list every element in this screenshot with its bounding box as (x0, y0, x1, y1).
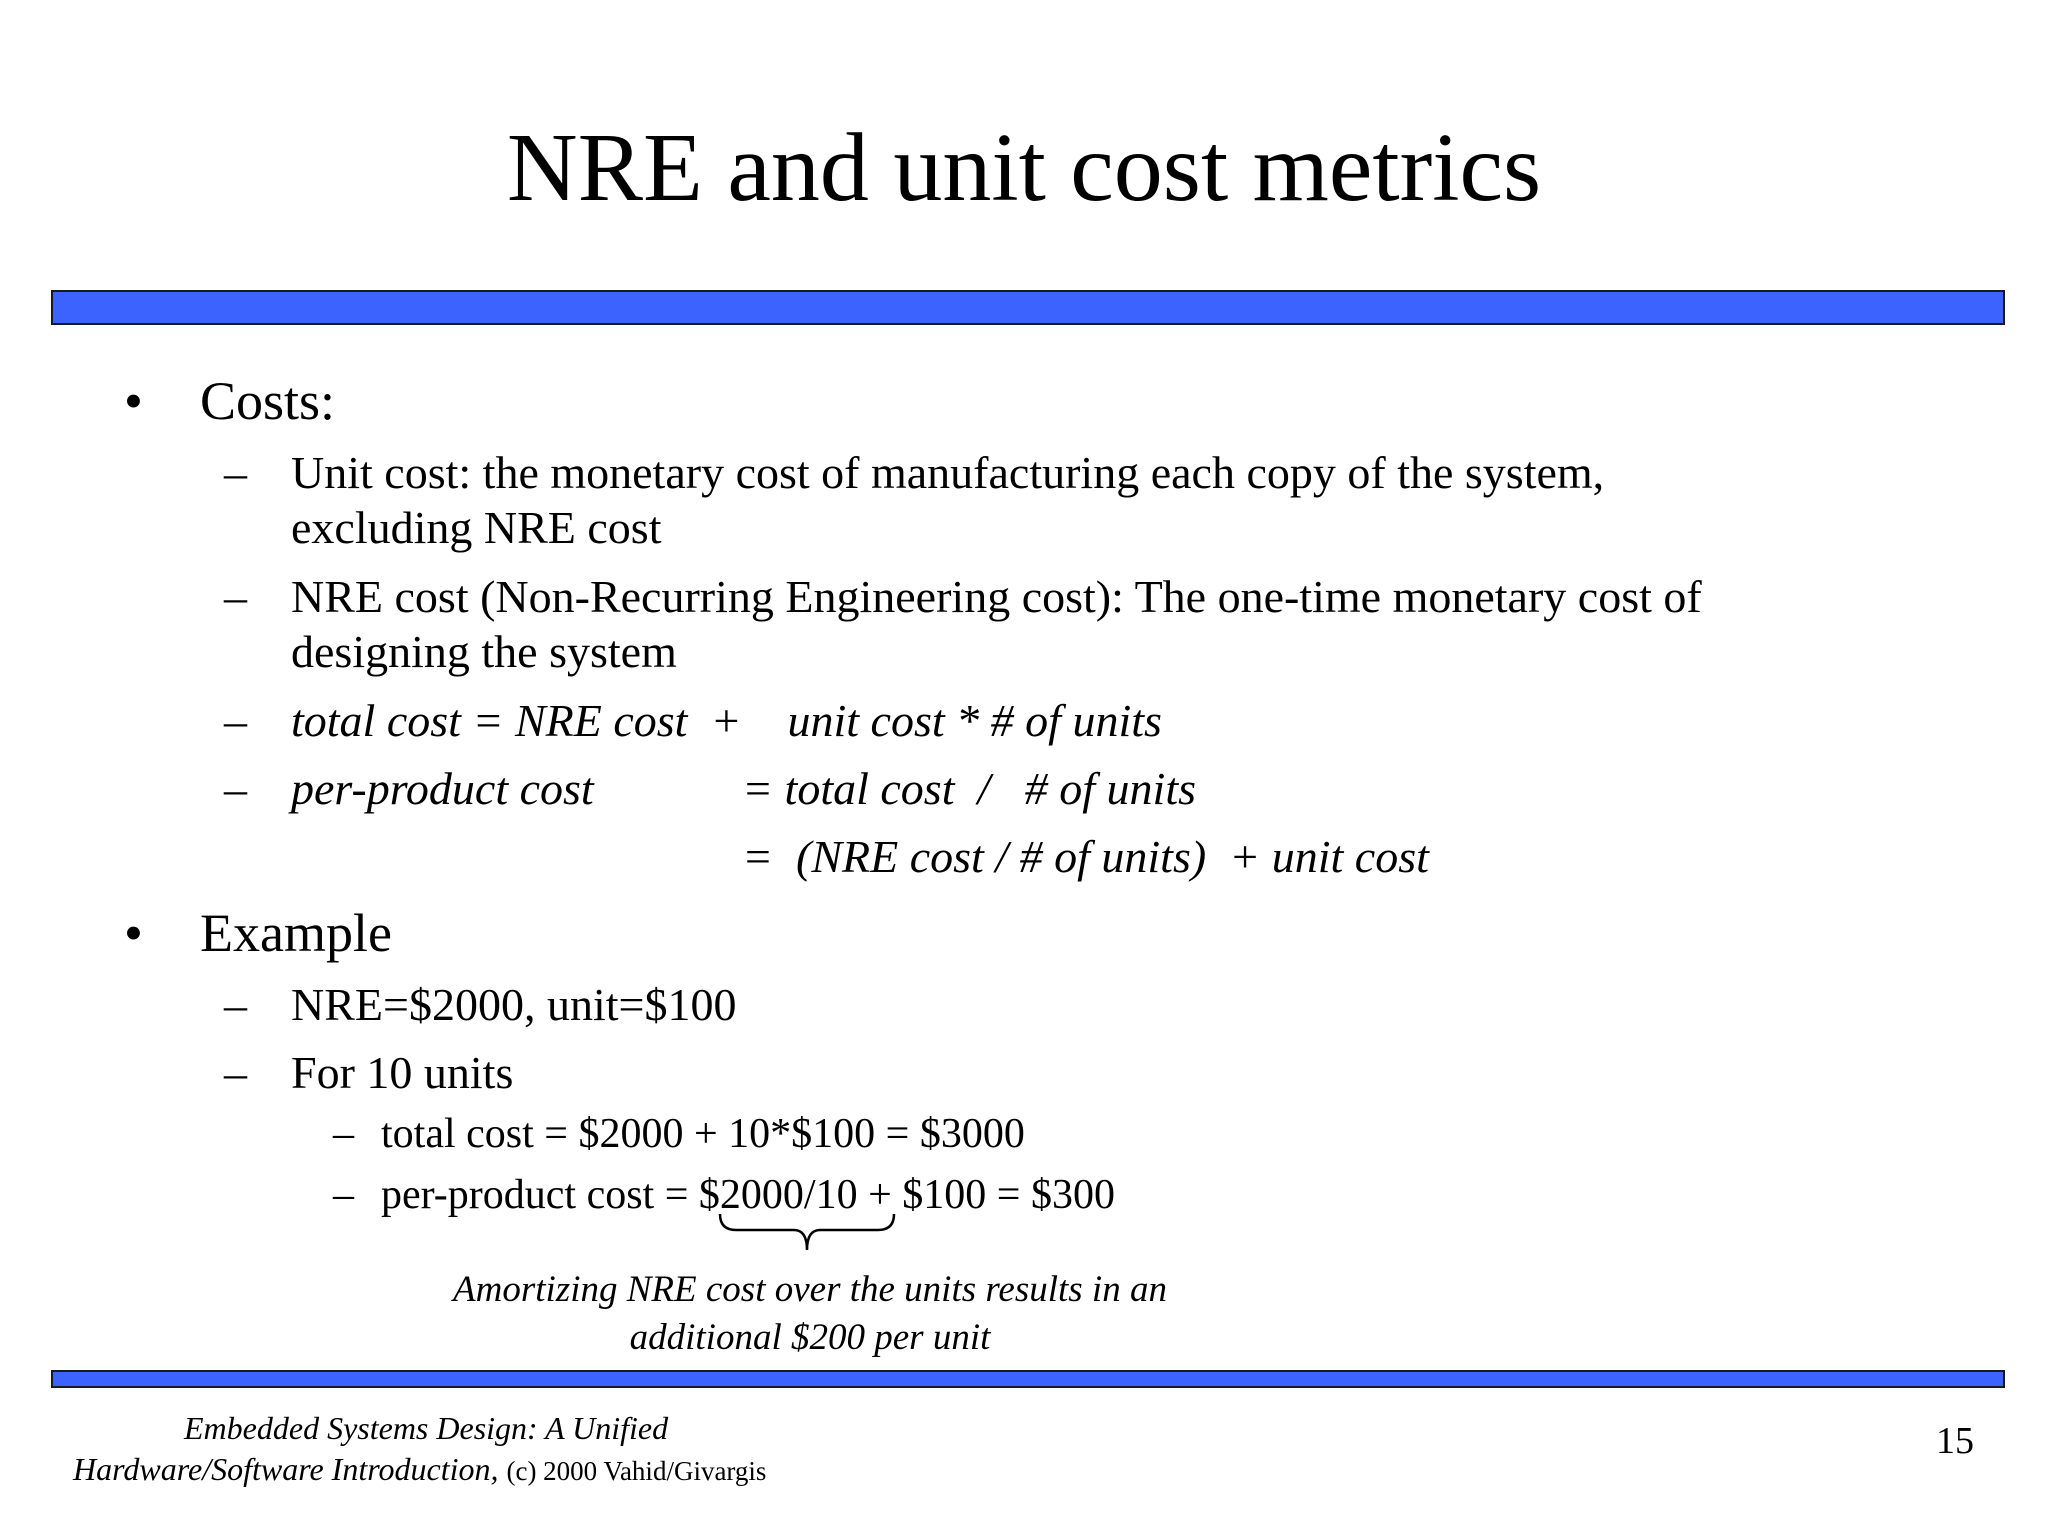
dash-per-product-calc: – (333, 1172, 354, 1218)
dash-nre-cost: – (224, 571, 247, 622)
per-product-cost-calculation: per-product cost = $2000/10 + $100 = $300 (381, 1172, 1115, 1218)
dash-given: – (224, 979, 247, 1030)
bullet-costs-label: Costs: (200, 371, 336, 431)
nre-cost-line2: designing the system (291, 626, 677, 677)
footer-line2 (73, 1448, 766, 1492)
bullet-marker-costs: • (124, 371, 143, 431)
bullet-example-label: Example (200, 903, 392, 963)
dash-units: – (224, 1047, 247, 1098)
top-divider-bar (51, 290, 2005, 325)
slide-title: NRE and unit cost metrics (506, 114, 1542, 222)
dash-total-calc: – (333, 1111, 354, 1157)
total-cost-calculation: total cost = $2000 + 10*$100 = $3000 (381, 1111, 1025, 1157)
dash-per-product: – (224, 763, 247, 814)
footer-book-title-line1: Embedded Systems Design: A Unified (184, 1410, 669, 1446)
underbrace-icon (716, 1212, 898, 1254)
annotation-line1: Amortizing NRE cost over the units results in an (453, 1269, 1167, 1310)
total-cost-formula: total cost = NRE cost + unit cost * # of units (291, 695, 1162, 746)
bottom-divider-bar (51, 1370, 2005, 1388)
footer-copyright: (c) 2000 Vahid/Givargis (506, 1456, 767, 1486)
footer-book-title-line2: Hardware/Software Introduction, (73, 1451, 499, 1487)
nre-cost-line1: NRE cost (Non-Recurring Engineering cost): The one-time monetary cost of (291, 571, 1702, 622)
dash-unit-cost: – (224, 447, 247, 498)
per-product-equation-1: = total cost / # of units (742, 763, 1197, 814)
page-number: 15 (1936, 1420, 1974, 1462)
bullet-marker-example: • (124, 903, 143, 963)
annotation-line2: additional $200 per unit (629, 1317, 991, 1358)
example-units: For 10 units (291, 1047, 514, 1098)
dash-total-formula: – (224, 695, 247, 746)
example-given: NRE=$2000, unit=$100 (291, 979, 737, 1030)
unit-cost-line2: excluding NRE cost (291, 502, 662, 553)
unit-cost-line1: Unit cost: the monetary cost of manufacturing each copy of the system, (291, 447, 1605, 498)
per-product-equation-2: = (NRE cost / # of units) + unit cost (742, 831, 1429, 882)
per-product-label: per-product cost (291, 763, 594, 814)
